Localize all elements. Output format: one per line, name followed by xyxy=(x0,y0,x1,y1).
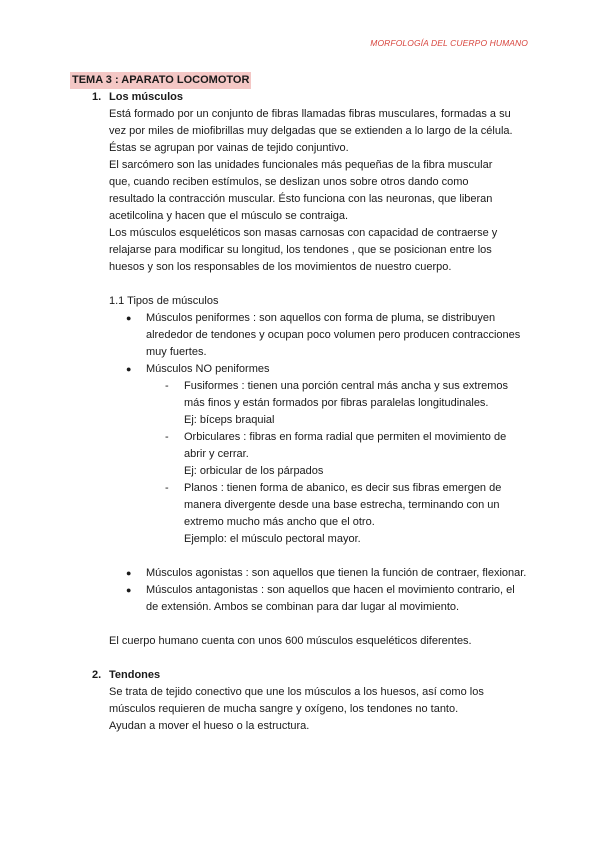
paragraph: Se trata de tejido conectivo que une los músculos a los huesos, así como los músculos requieren de mucha sangre y oxígeno, los tendones no tanto. xyxy=(109,686,484,715)
list-item-text: Fusiformes : tienen una porción central más ancha y sus extremos más finos y están formados por fibras paralelas longitudinales. xyxy=(184,380,509,409)
paragraph: El sarcómero son las unidades funcionales más pequeñas de la fibra muscular que, cuando reciben estímulos, se deslizan unos sobre otros dando como resultado la contracción muscular. Ésto funciona con las neuronas, que liberan acetilcolina y hacen que el músculo se contraiga. xyxy=(109,159,493,222)
list-item xyxy=(165,429,528,480)
section-number: 1. xyxy=(92,91,102,103)
example-text: Ej: bíceps braquial xyxy=(184,414,275,426)
dash-marker: - xyxy=(165,482,169,494)
section-title: Tendones xyxy=(109,669,161,681)
muscle-types-list xyxy=(109,310,528,548)
bullet-icon: ● xyxy=(126,585,132,595)
running-header: MORFOLOGÍA DEL CUERPO HUMANO xyxy=(370,38,528,48)
dash-marker: - xyxy=(165,431,169,443)
dash-marker: - xyxy=(165,380,169,392)
paragraph: Ayudan a mover el hueso o la estructura. xyxy=(109,720,310,732)
list-item-text: Músculos peniformes : son aquellos con forma de pluma, se distribuyen alrededor de tendones y ocupan poco volumen pero producen contracciones muy fuertes. xyxy=(146,312,521,358)
section-tendons xyxy=(72,667,528,735)
document-title: TEMA 3 : APARATO LOCOMOTOR xyxy=(70,72,251,89)
list-item xyxy=(126,582,528,616)
section-muscles xyxy=(72,89,528,650)
subsection-title: 1.1 Tipos de músculos xyxy=(109,295,219,307)
list-item xyxy=(126,310,528,361)
example-text: Ej: orbicular de los párpados xyxy=(184,465,324,477)
list-item-text: Músculos NO peniformes xyxy=(146,363,270,375)
list-item xyxy=(165,480,528,548)
muscle-function-list xyxy=(109,565,528,616)
paragraph: Los músculos esqueléticos son masas carnosas con capacidad de contraerse y relajarse para modificar su longitud, los tendones , que se posicionan entre los huesos y son los responsables de los movimientos de nuestro cuerpo. xyxy=(109,227,498,273)
list-item xyxy=(165,378,528,429)
paragraph: Está formado por un conjunto de fibras llamadas fibras musculares, formadas a su vez por miles de miofibrillas muy delgadas que se extienden a lo largo de la célula. Éstas se agrupan por vainas de tejido conjuntivo. xyxy=(109,108,513,154)
no-peniformes-list xyxy=(146,378,528,548)
list-item xyxy=(126,361,528,548)
list-item-text: Músculos antagonistas : son aquellos que hacen el movimiento contrario, el de extensión. Ambos se combinan para dar lugar al movimiento. xyxy=(146,584,515,613)
list-item-text: Orbiculares : fibras en forma radial que permiten el movimiento de abrir y cerrar. xyxy=(184,431,507,460)
paragraph: El cuerpo humano cuenta con unos 600 músculos esqueléticos diferentes. xyxy=(109,635,472,647)
list-item-text: Planos : tienen forma de abanico, es decir sus fibras emergen de manera divergente desde una base estrecha, terminando con un extremo mucho más ancho que el otro. xyxy=(184,482,502,528)
section-number: 2. xyxy=(92,669,102,681)
bullet-icon: ● xyxy=(126,364,132,374)
document-body xyxy=(72,72,528,735)
bullet-icon: ● xyxy=(126,568,132,578)
section-title: Los músculos xyxy=(109,91,183,103)
example-text: Ejemplo: el músculo pectoral mayor. xyxy=(184,533,361,545)
bullet-icon: ● xyxy=(126,313,132,323)
list-item xyxy=(126,565,528,582)
list-item-text: Músculos agonistas : son aquellos que tienen la función de contraer, flexionar. xyxy=(146,567,527,579)
